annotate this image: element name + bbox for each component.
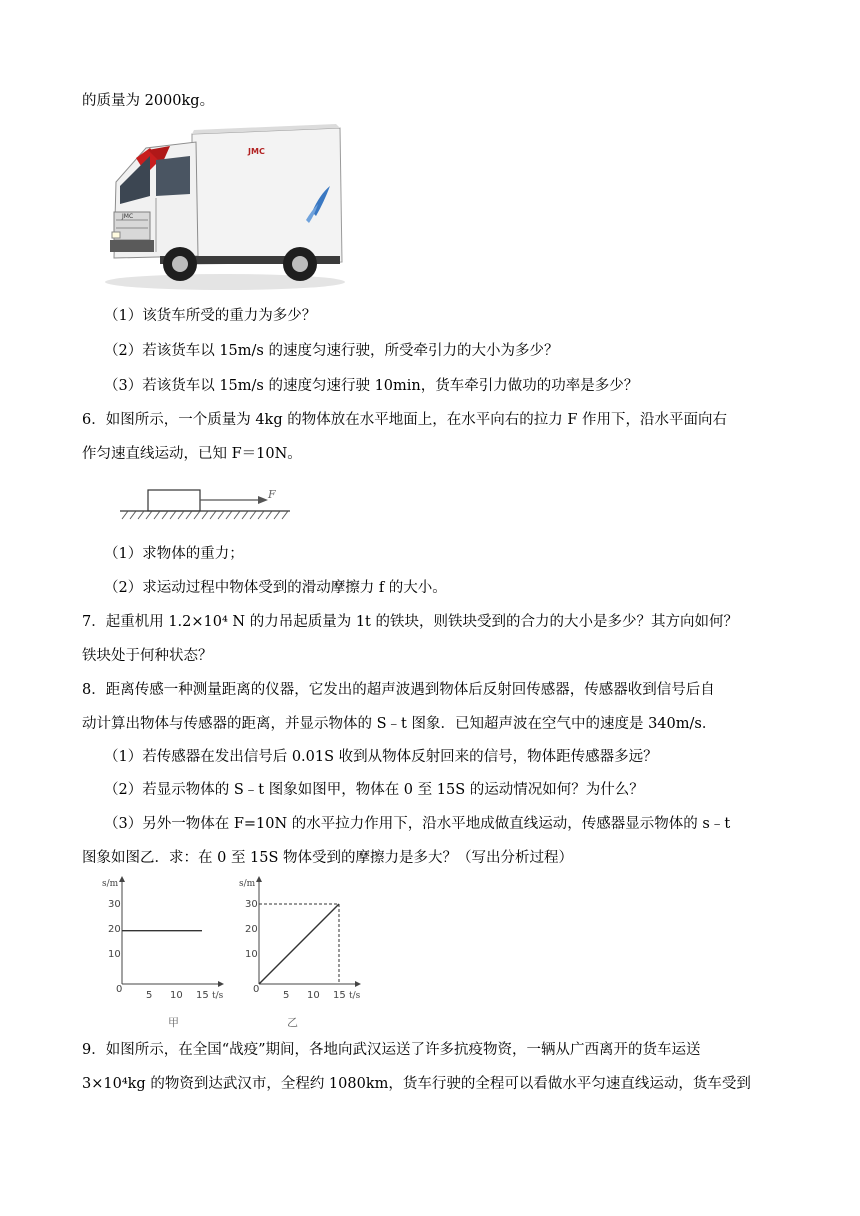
x-tick: 5 xyxy=(283,990,290,1001)
y-tick: 10 xyxy=(245,949,258,960)
origin-label: 0 xyxy=(253,984,260,995)
q6-part-1: （1）求物体的重力； xyxy=(104,546,244,562)
q8-stem-line1: 8．距离传感一种测量距离的仪器，它发出的超声波遇到物体后反射回传感器，传感器收到信号后自 xyxy=(82,682,715,698)
caption-jia: 甲 xyxy=(168,1016,179,1029)
x-axis-label: t/s xyxy=(212,991,224,1001)
y-tick: 30 xyxy=(245,899,258,910)
q9-stem-line2: 3×10⁴kg 的物资到达武汉市，全程约 1080km，货车行驶的全程可以看做水平匀速直线运动，货车受到 xyxy=(82,1076,751,1092)
box-badge: JMC xyxy=(248,147,265,156)
caption-yi: 乙 xyxy=(287,1016,298,1029)
x-tick: 15 xyxy=(333,990,346,1001)
cab-badge: JMC xyxy=(122,213,134,220)
origin-label: 0 xyxy=(116,984,123,995)
y-tick: 20 xyxy=(108,924,121,935)
q7-stem-line1: 7．起重机用 1.2×10⁴ N 的力吊起质量为 1t 的铁块，则铁块受到的合力的大小是多少？其方向如何？ xyxy=(82,614,738,630)
x-axis-label: t/s xyxy=(349,991,361,1001)
q9-stem-line1: 9．如图所示，在全国“战疫”期间，各地向武汉运送了许多抗疫物资，一辆从广西离开的货车运送 xyxy=(82,1042,701,1058)
q6-stem-line2: 作匀速直线运动，已知 F＝10N。 xyxy=(82,446,302,462)
q8-part-3-line2: 图象如图乙．求：在 0 至 15S 物体受到的摩擦力是多大？（写出分析过程） xyxy=(82,850,574,866)
q8-part-2: （2）若显示物体的 S﹣t 图象如图甲，物体在 0 至 15S 的运动情况如何？为什么？ xyxy=(104,782,644,798)
y-tick: 20 xyxy=(245,924,258,935)
x-tick: 15 xyxy=(196,990,209,1001)
force-label: F xyxy=(268,488,276,501)
st-graph-jia xyxy=(100,874,225,1032)
x-tick: 5 xyxy=(146,990,153,1001)
y-tick: 10 xyxy=(108,949,121,960)
y-axis-label: s/m xyxy=(239,879,256,889)
x-tick: 10 xyxy=(170,990,183,1001)
text-line-intro: 的质量为 2000kg。 xyxy=(82,93,215,109)
q5-part-1: （1）该货车所受的重力为多少？ xyxy=(104,308,317,324)
q6-stem-line1: 6．如图所示，一个质量为 4kg 的物体放在水平地面上，在水平向右的拉力 F 作用下，沿水平面向右 xyxy=(82,412,728,428)
q6-part-2: （2）求运动过程中物体受到的滑动摩擦力 f 的大小。 xyxy=(104,580,447,596)
x-tick: 10 xyxy=(307,990,320,1001)
block-shape xyxy=(148,490,200,511)
series-line xyxy=(259,904,339,984)
q7-stem-line2: 铁块处于何种状态？ xyxy=(82,648,213,664)
y-axis-label: s/m xyxy=(102,879,119,889)
block-force-figure xyxy=(118,484,293,524)
q8-stem-line2: 动计算出物体与传感器的距离，并显示物体的 S﹣t 图象．已知超声波在空气中的速度是 340m/s． xyxy=(82,716,717,732)
q5-part-3: （3）若该货车以 15m/s 的速度匀速行驶 10min，货车牵引力做功的功率是多少？ xyxy=(104,378,639,394)
q5-part-2: （2）若该货车以 15m/s 的速度匀速行驶，所受牵引力的大小为多少？ xyxy=(104,343,559,359)
y-tick: 30 xyxy=(108,899,121,910)
truck-image xyxy=(100,124,348,292)
st-graph-yi xyxy=(237,874,362,1032)
q8-part-1: （1）若传感器在发出信号后 0.01S 收到从物体反射回来的信号，物体距传感器多远？ xyxy=(104,749,658,765)
q8-part-3-line1: （3）另外一物体在 F=10N 的水平拉力作用下，沿水平地成做直线运动，传感器显示物体的 s﹣t xyxy=(104,816,731,832)
